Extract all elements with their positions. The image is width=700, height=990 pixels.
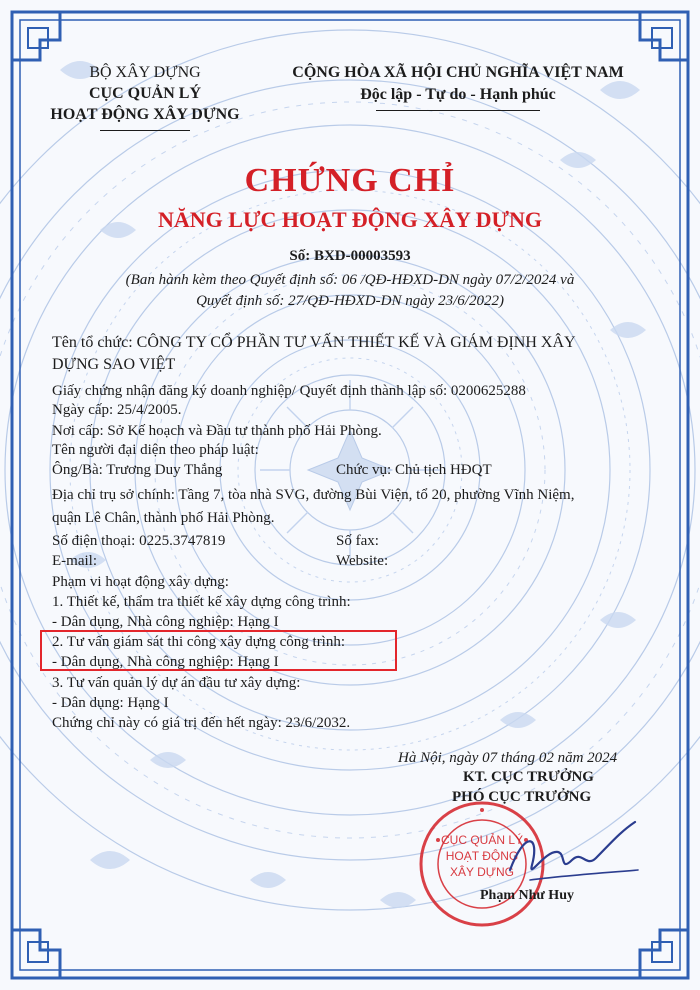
- scope-label: Phạm vi hoạt động xây dựng:: [52, 574, 229, 590]
- department-line-2: HOẠT ĐỘNG XÂY DỰNG: [50, 106, 240, 123]
- scope-item-2-detail: - Dân dụng, Nhà công nghiệp: Hạng I: [52, 654, 279, 670]
- stamp-line-1: CỤC QUẢN LÝ: [440, 833, 523, 847]
- certificate-subtitle: NĂNG LỰC HOẠT ĐỘNG XÂY DỰNG: [158, 207, 542, 232]
- national-header: [268, 62, 648, 106]
- issue-note-line-2: Quyết định số: 27/QĐ-HĐXD-DN ngày 23/6/2022): [196, 293, 504, 309]
- signer-title-1: KT. CỤC TRƯỞNG: [463, 769, 594, 785]
- registration-certificate: Giấy chứng nhận đăng ký doanh nghiệp/ Quyết định thành lập số: 0200625288: [52, 383, 526, 399]
- national-motto: Độc lập - Tự do - Hạnh phúc: [360, 86, 556, 103]
- signer-title-2: PHÓ CỤC TRƯỞNG: [452, 789, 592, 805]
- validity-statement: Chứng chỉ này có giá trị đến hết ngày: 23/6/2032.: [52, 715, 351, 731]
- left-header-underline: [100, 130, 190, 131]
- scope-item-1-detail: - Dân dụng, Nhà công nghiệp: Hạng I: [52, 614, 279, 630]
- stamp-line-2: HOẠT ĐỘNG: [445, 849, 519, 863]
- legal-rep-label: Tên người đại diện theo pháp luật:: [52, 442, 259, 458]
- place-and-date: Hà Nội, ngày 07 tháng 02 năm 2024: [398, 750, 618, 766]
- motto-underline: [376, 110, 540, 111]
- address-line-1: Địa chỉ trụ sở chính: Tầng 7, tòa nhà SVG, đường Bùi Viện, tổ 20, phường Vĩnh Niệm,: [52, 487, 575, 503]
- scope-item-3: 3. Tư vấn quản lý dự án đầu tư xây dựng:: [52, 675, 301, 691]
- department-line-1: CỤC QUẢN LÝ: [89, 85, 201, 102]
- issue-place: Nơi cấp: Sở Kế hoạch và Đầu tư thành phố Hải Phòng.: [52, 423, 382, 439]
- issue-note-line-1: (Ban hành kèm theo Quyết định số: 06 /QĐ-HĐXD-DN ngày 07/2/2024 và: [125, 272, 575, 288]
- certificate-title: CHỨNG CHỈ: [244, 162, 456, 199]
- fax-number: Số fax:: [336, 533, 379, 549]
- org-name-line-2: DỰNG SAO VIỆT: [52, 356, 176, 373]
- highlight-box: [40, 630, 397, 671]
- country-name: CỘNG HÒA XÃ HỘI CHỦ NGHĨA VIỆT NAM: [292, 64, 624, 81]
- scope-item-3-detail: - Dân dụng: Hạng I: [52, 695, 169, 711]
- signer-name: Phạm Như Huy: [480, 888, 574, 903]
- email: E-mail:: [52, 553, 97, 569]
- phone-number: Số điện thoại: 0225.3747819: [52, 533, 226, 549]
- issuing-authority: [40, 62, 250, 125]
- rep-name: Ông/Bà: Trương Duy Thắng: [52, 462, 223, 478]
- org-name-line-1: Tên tổ chức: CÔNG TY CỔ PHẦN TƯ VẤN THIẾT KẾ VÀ GIÁM ĐỊNH XÂY: [52, 334, 576, 351]
- ministry-name: BỘ XÂY DỰNG: [89, 64, 201, 81]
- scope-item-1: 1. Thiết kế, thẩm tra thiết kế xây dựng công trình:: [52, 594, 351, 610]
- address-line-2: quận Lê Chân, thành phố Hải Phòng.: [52, 510, 275, 526]
- issue-decision-note: [60, 270, 640, 312]
- rep-position: Chức vụ: Chủ tịch HĐQT: [336, 462, 492, 478]
- stamp-line-3: XÂY DỰNG: [449, 865, 515, 879]
- issue-date: Ngày cấp: 25/4/2005.: [52, 402, 182, 418]
- scope-item-2: 2. Tư vấn giám sát thi công xây dựng công trình:: [52, 634, 346, 650]
- certificate-number: Số: BXD-00003593: [289, 248, 411, 264]
- website: Website:: [336, 553, 389, 569]
